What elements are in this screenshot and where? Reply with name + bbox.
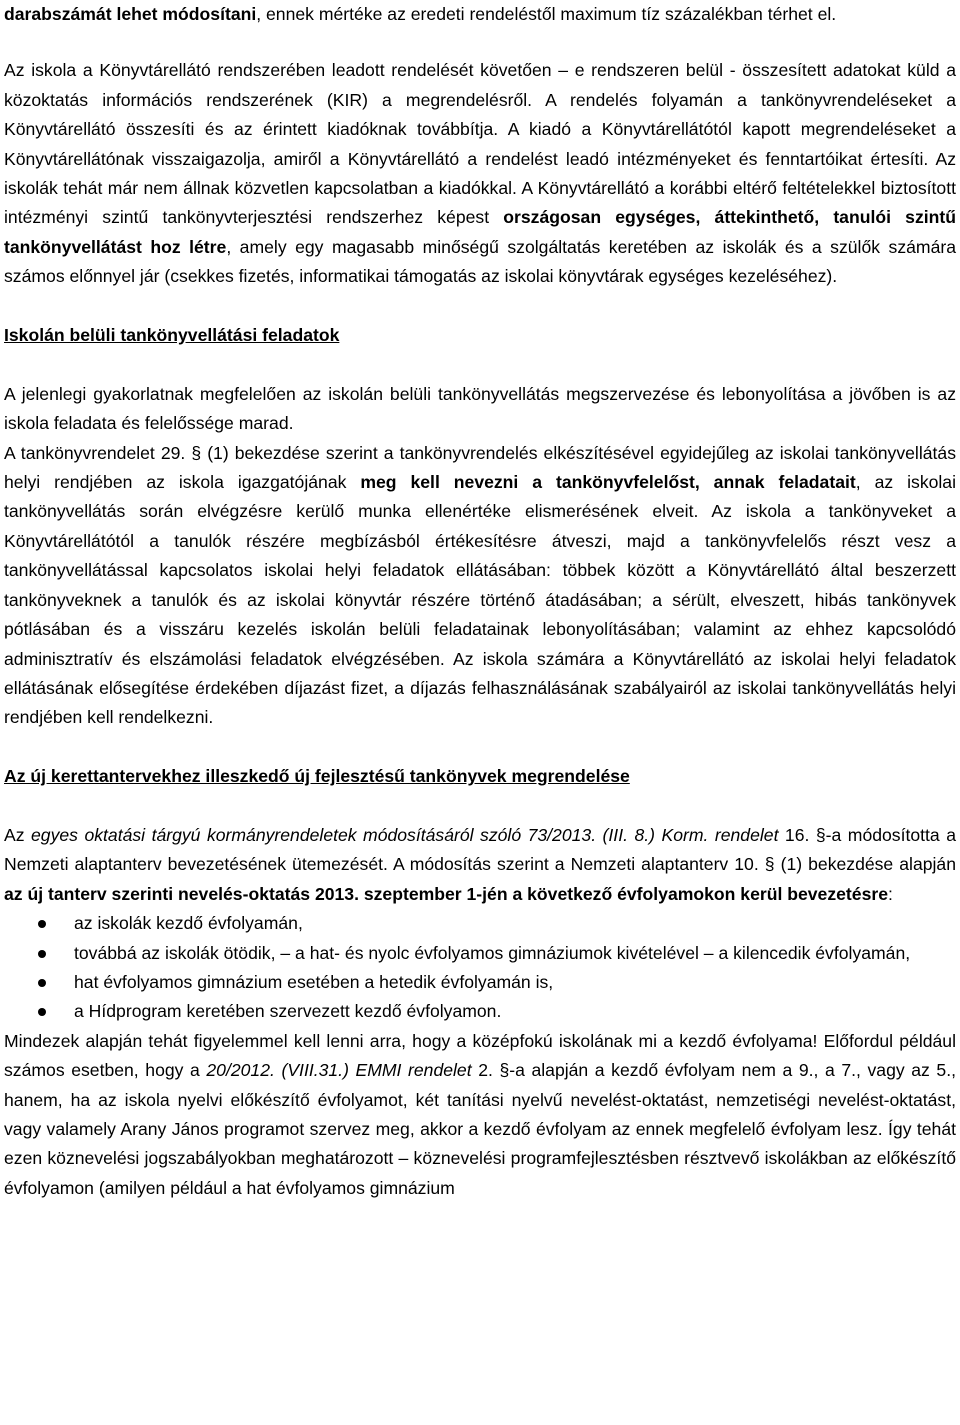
paragraph-starting-grade	[4, 1027, 956, 1203]
list-item-text: továbbá az iskolák ötödik, – a hat- és nyolc évfolyamos gimnáziumok kivételével – a kilencedik évfolyamán,	[74, 942, 911, 963]
body-text: Az	[4, 824, 32, 845]
spacer	[4, 792, 956, 821]
bullet-icon	[38, 950, 46, 958]
list-item	[4, 997, 956, 1026]
bold-text: meg kell nevezni a tankönyvfelelőst, annak feladatait	[360, 472, 856, 493]
spacer	[4, 292, 956, 321]
body-text: A tankönyvrendelet 29. § (1) bekezdése szerint a tankönyvrendelés elkészítésével egyidejűleg az iskolai tankönyvellátás helyi rendjében az iskola igazgatójának	[4, 442, 956, 493]
spacer	[4, 733, 956, 762]
body-text: , ennek mértéke az eredeti rendeléstől maximum tíz százalékban térhet el.	[256, 4, 837, 24]
bullet-icon	[38, 1008, 46, 1016]
list-item	[4, 909, 956, 938]
body-text: :	[887, 883, 893, 904]
paragraph-library-supplier	[4, 56, 956, 291]
bold-text: darabszámát lehet módosítani	[4, 4, 257, 24]
section-heading-new-textbooks: Az új kerettantervekhez illeszkedő új fejlesztésű tankönyvek megrendelése	[4, 766, 630, 787]
list-item	[4, 968, 956, 997]
bullet-icon	[38, 979, 46, 987]
grade-levels-list	[4, 909, 956, 1027]
italic-text: egyes oktatási tárgyú kormányrendeletek módosításáról szóló 73/2013. (III. 8.) Korm. rendelet	[31, 824, 779, 845]
paragraph-current-practice: A jelenlegi gyakorlatnak megfelelően az iskolán belüli tankönyvellátás megszervezése és lebonyolítása a jövőben is az iskola feladata és felelőssége marad.	[4, 383, 956, 434]
list-item	[4, 939, 956, 968]
spacer	[4, 29, 956, 56]
body-text: Mindezek alapján tehát figyelemmel kell lenni arra, hogy a középfokú iskolának mi a kezdő évfolyama! Előfordul például számos esetben, hogy a	[4, 1030, 956, 1081]
section-heading-school-tasks: Iskolán belüli tankönyvellátási feladatok	[4, 325, 340, 346]
paragraph-textbook-regulation	[4, 439, 956, 733]
list-item-text: az iskolák kezdő évfolyamán,	[74, 913, 303, 934]
bullet-icon	[38, 920, 46, 928]
bold-text: az új tanterv szerinti nevelés-oktatás 2013. szeptember 1-jén a következő évfolyamokon kerül bevezetésre	[4, 883, 888, 904]
italic-text: 20/2012. (VIII.31.) EMMI rendelet	[206, 1060, 472, 1081]
spacer	[4, 350, 956, 379]
document-page	[4, 0, 956, 1203]
bold-text: országosan egységes, áttekinthető, tanulói szintű tankönyvellátást hoz létre	[4, 207, 957, 257]
list-item-text: hat évfolyamos gimnázium esetében a hetedik évfolyamán is,	[74, 971, 554, 992]
paragraph-government-decree	[4, 821, 956, 909]
list-item-text: a Hídprogram keretében szervezett kezdő évfolyamon.	[74, 1001, 502, 1022]
paragraph-order-modification	[4, 0, 956, 29]
body-text: , amely egy magasabb minőségű szolgáltatás keretében az iskolák és a szülők számára számos előnnyel jár (csekkes fizetés, informatikai támogatás az iskolai könyvtárak egységes kezeléséhez).	[4, 236, 956, 287]
body-text: 16. §-a módosította a Nemzeti alaptanterv bevezetésének ütemezését. A módosítás szerint a Nemzeti alaptanterv 10. § (1) bekezdése alapján	[4, 824, 956, 875]
body-text: Az iskola a Könyvtárellátó rendszerében leadott rendelését követően – e rendszeren belül - összesített adatokat küld a közoktatás információs rendszerének (KIR) a megrendelésről. A rendelés folyamán a tankönyvrendeléseket a Könyvtárellátó összesíti és az érintett kiadóknak továbbítja. A kiadó a Könyvtárellátótól kapott megrendeléseket a Könyvtárellátónak visszaigazolja, amiről a Könyvtárellátó a rendelést leadó intézményeket és fenntartóikat értesíti. Az iskolák tehát már nem állnak közvetlen kapcsolatban a kiadókkal. A Könyvtárellátó a korábbi eltérő feltételekkel biztosított intézményi szintű tankönyvterjesztési rendszerhez képest	[4, 60, 956, 228]
body-text: , az iskolai tankönyvellátás során elvégzésre kerülő munka ellenértéke elismerésének elveit. Az iskola a tankönyveket a Könyvtárellátótól a tanulók részére megbízásból értékesítésre átveszi, majd a tankönyvfelelős részt vesz a tankönyvellátással kapcsolatos iskolai helyi feladatok ellátásában: többek között a Könyvtárellátó által beszerzett tankönyveknek a tanulók és az iskolai könyvtár részére történő átadásában; a sérült, elveszett, hibás tankönyvek pótlásában és a visszáru kezelés iskolán belüli feladatainak lebonyolításában; valamint az ehhez kapcsolódó adminisztratív és elszámolási feladatok elvégzésében. Az iskola számára a Könyvtárellátó az iskolai helyi feladatok ellátásának elősegítése érdekében díjazást fizet, a díjazás felhasználásának szabályairól az iskolai tankönyvellátás helyi rendjében kell rendelkezni.	[4, 472, 956, 728]
body-text: 2. §-a alapján a kezdő évfolyam nem a 9., a 7., vagy az 5., hanem, ha az iskola nyelvi előkészítő évfolyamot, két tanítási nyelvű nevelést-oktatást, nemzetiségi nevelést-oktatást, vagy valamely Arany János programot szervez meg, akkor a kezdő évfolyam az ennek megfelelő évfolyam lesz. Így tehát ezen köznevelési jogszabályokban meghatározott – köznevelési programfejlesztésben résztvevő iskolákban az előkészítő évfolyamon (amilyen például a hat évfolyamos gimnázium	[4, 1060, 956, 1198]
